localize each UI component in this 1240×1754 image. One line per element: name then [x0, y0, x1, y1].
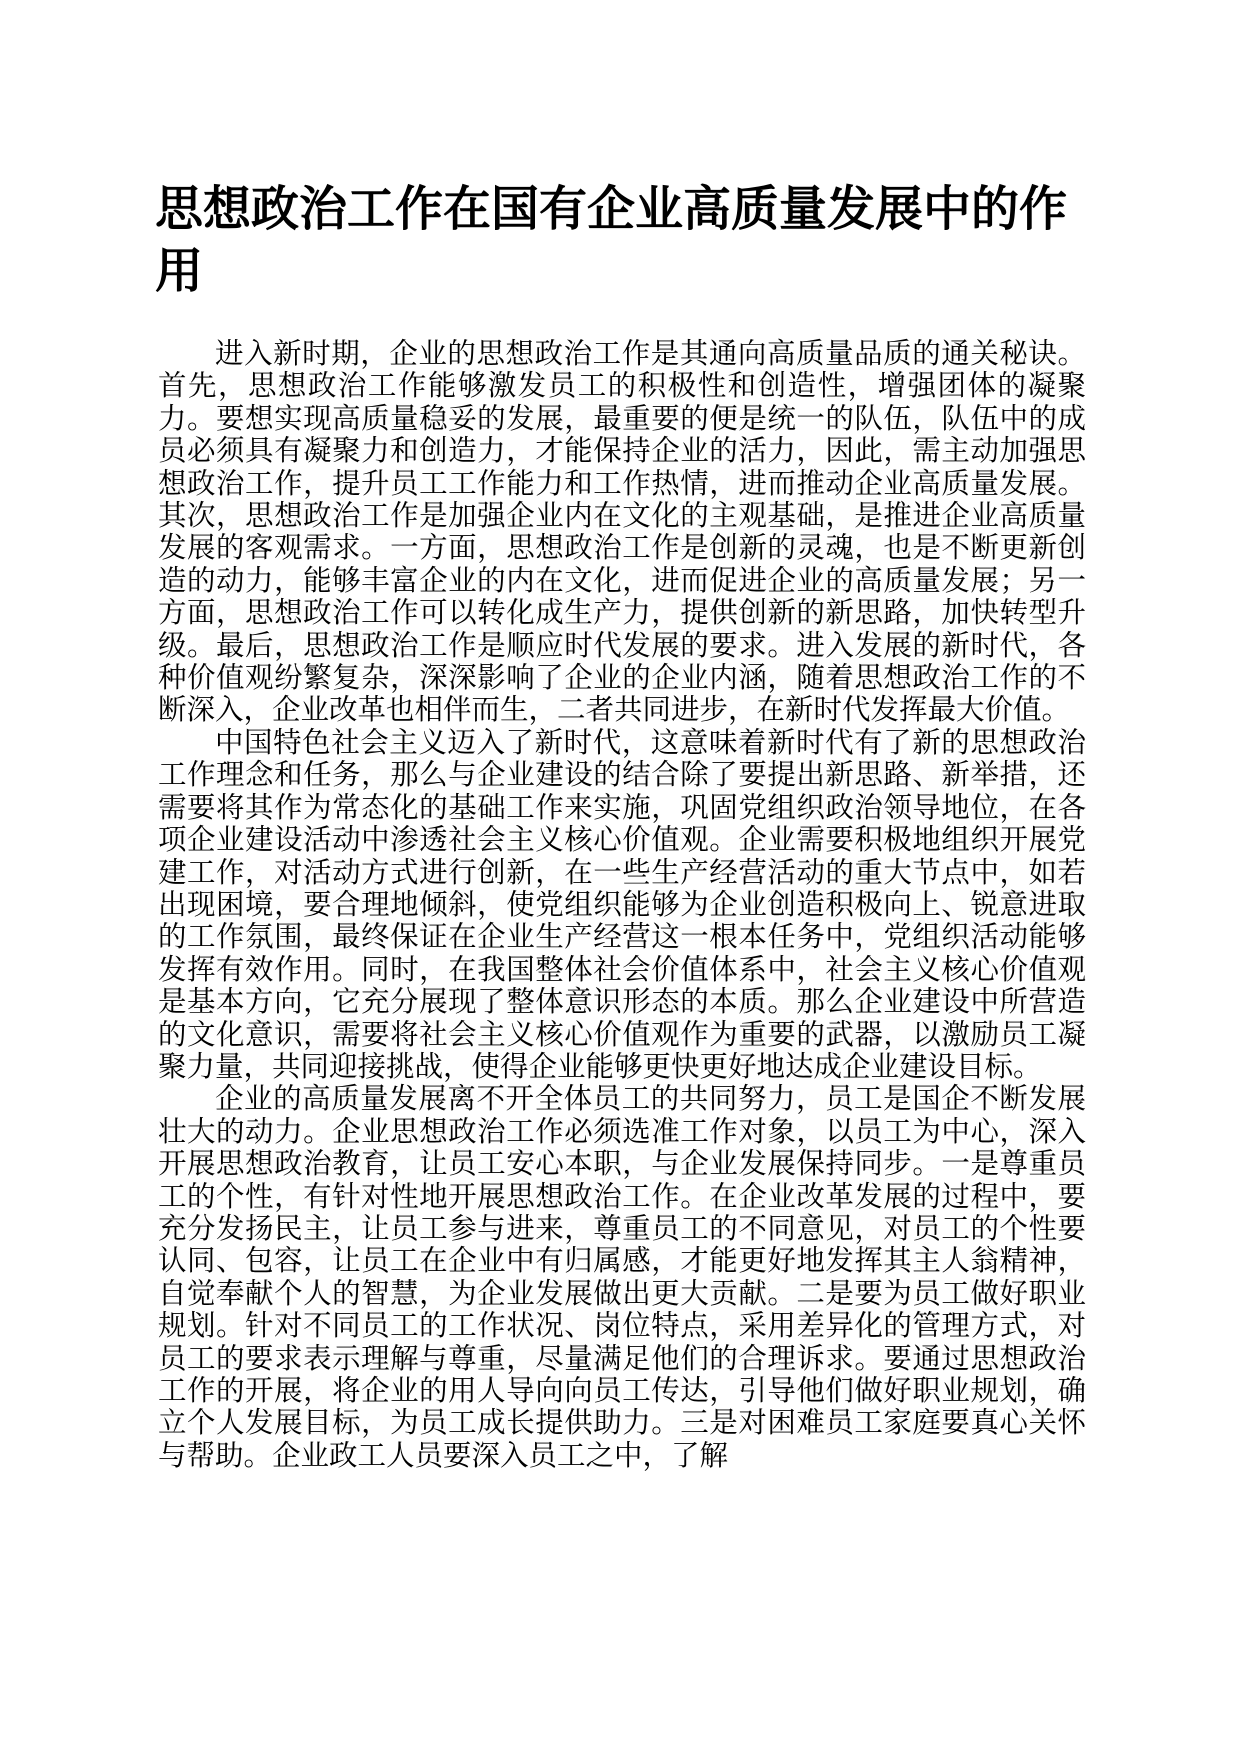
document-body — [158, 338, 1086, 1472]
paragraph: 进入新时期，企业的思想政治工作是其通向高质量品质的通关秘诀。首先，思想政治工作能够激发员工的积极性和创造性，增强团体的凝聚力。要想实现高质量稳妥的发展，最重要的便是统一的队伍，队伍中的成员必须具有凝聚力和创造力，才能保持企业的活力，因此，需主动加强思想政治工作，提升员工工作能力和工作热情，进而推动企业高质量发展。其次，思想政治工作是加强企业内在文化的主观基础，是推进企业高质量发展的客观需求。一方面，思想政治工作是创新的灵魂，也是不断更新创造的动力，能够丰富企业的内在文化，进而促进企业的高质量发展；另一方面，思想政治工作可以转化成生产力，提供创新的新思路，加快转型升级。最后，思想政治工作是顺应时代发展的要求。进入发展的新时代，各种价值观纷繁复杂，深深影响了企业的企业内涵，随着思想政治工作的不断深入，企业改革也相伴而生，二者共同进步，在新时代发挥最大价值。 — [158, 337, 1086, 727]
document-title: 思想政治工作在国有企业高质量发展中的作用 — [155, 181, 1068, 299]
paragraph: 中国特色社会主义迈入了新时代，这意味着新时代有了新的思想政治工作理念和任务，那么与企业建设的结合除了要提出新思路、新举措，还需要将其作为常态化的基础工作来实施，巩固党组织政治领导地位，在各项企业建设活动中渗透社会主义核心价值观。企业需要积极地组织开展党建工作，对活动方式进行创新，在一些生产经营活动的重大节点中，如若出现困境，要合理地倾斜，使党组织能够为企业创造积极向上、锐意进取的工作氛围，最终保证在企业生产经营这一根本任务中，党组织活动能够发挥有效作用。同时，在我国整体社会价值体系中，社会主义核心价值观是基本方向，它充分展现了整体意识形态的本质。那么企业建设中所营造的文化意识，需要将社会主义核心价值观作为重要的武器，以激励员工凝聚力量，共同迎接挑战，使得企业能够更快更好地达成企业建设目标。 — [158, 725, 1086, 1083]
paragraph: 企业的高质量发展离不开全体员工的共同努力，员工是国企不断发展壮大的动力。企业思想政治工作必须选准工作对象，以员工为中心，深入开展思想政治教育，让员工安心本职，与企业发展保持同步。一是尊重员工的个性，有针对性地开展思想政治工作。在企业改革发展的过程中，要充分发扬民主，让员工参与进来，尊重员工的不同意见，对员工的个性要认同、包容，让员工在企业中有归属感，才能更好地发挥其主人翁精神，自觉奉献个人的智慧，为企业发展做出更大贡献。二是要为员工做好职业规划。针对不同员工的工作状况、岗位特点，采用差异化的管理方式，对员工的要求表示理解与尊重，尽量满足他们的合理诉求。要通过思想政治工作的开展，将企业的用人导向向员工传达，引导他们做好职业规划，确立个人发展目标，为员工成长提供助力。三是对困难员工家庭要真心关怀与帮助。企业政工人员要深入员工之中，了解 — [158, 1082, 1086, 1472]
